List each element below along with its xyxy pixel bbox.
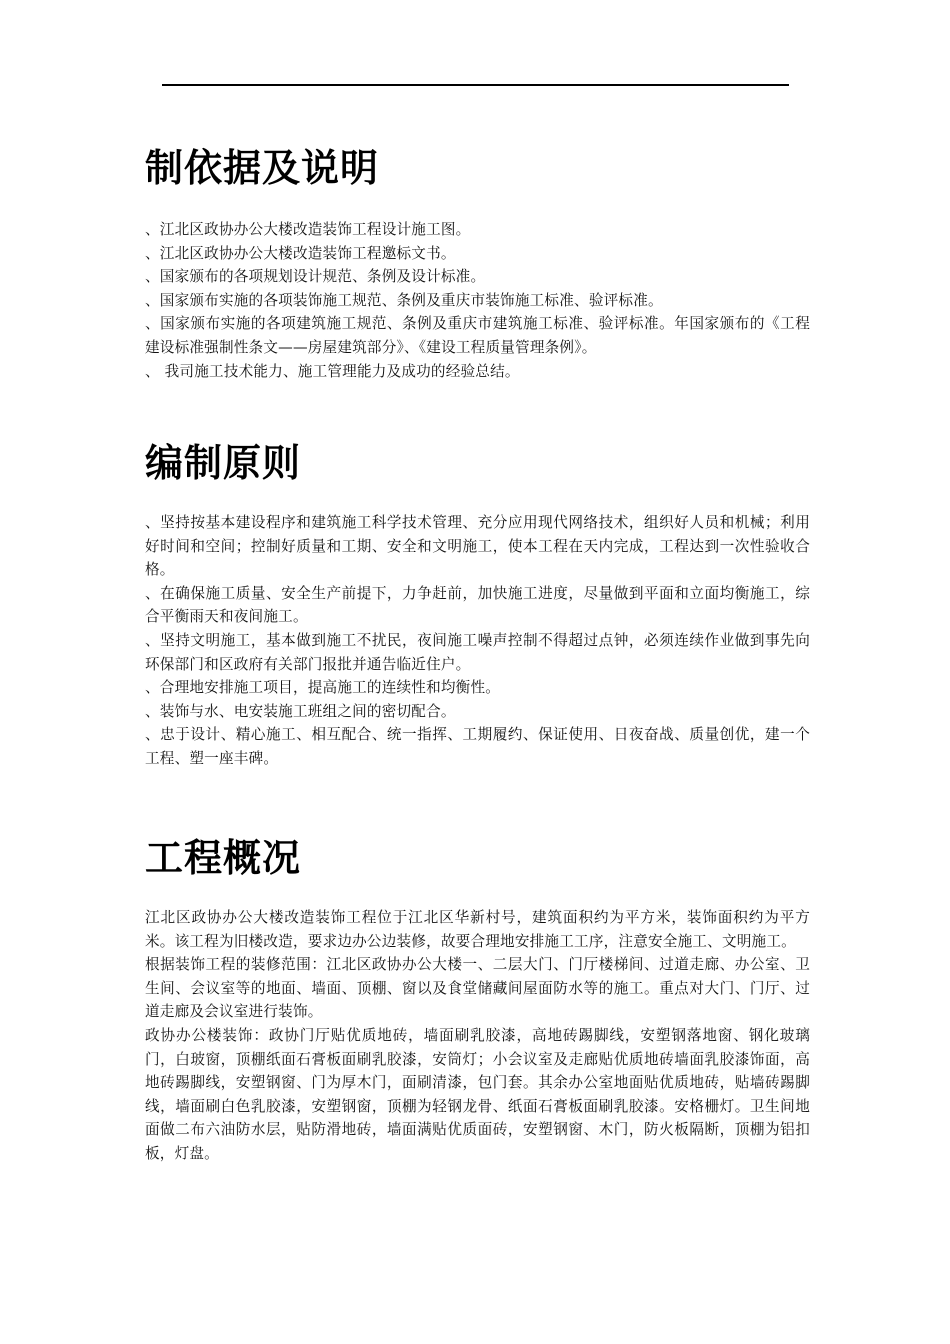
header-rule: [162, 84, 789, 86]
list-item: 、 我司施工技术能力、施工管理能力及成功的经验总结。: [145, 362, 520, 380]
list-item: 、坚持按基本建设程序和建筑施工科学技术管理、充分应用现代网络技术，组织好人员和机械；利用好时间和空间；控制好质量和工期、安全和文明施工，使本工程在天内完成，工程达到一次性验收合格。: [145, 514, 810, 579]
list-item: 、装饰与水、电安装施工班组之间的密切配合。: [145, 702, 456, 720]
list-item: 、忠于设计、精心施工、相互配合、统一指挥、工期履约、保证使用、日夜奋战、质量创优，建一个工程、塑一座丰碑。: [145, 726, 810, 767]
section-heading: 工程概况: [145, 836, 302, 880]
paragraph: 江北区政协办公大楼改造装饰工程位于江北区华新村号，建筑面积约为平方米，装饰面积约为平方米。该工程为旧楼改造，要求边办公边装修，故要合理地安排施工工序，注意安全施工、文明施工。: [145, 909, 810, 950]
section-list: [145, 906, 810, 1166]
list-item: 、合理地安排施工项目，提高施工的连续性和均衡性。: [145, 679, 501, 697]
section-list: [145, 218, 810, 383]
paragraph: 政协办公楼装饰：政协门厅贴优质地砖，墙面刷乳胶漆，高地砖踢脚线，安塑钢落地窗、钢化玻璃门，白玻窗，顶棚纸面石膏板面刷乳胶漆，安筒灯；小会议室及走廊贴优质地砖墙面乳胶漆饰面，高地砖踢脚线，安塑钢窗、门为厚木门，面刷清漆，包门套。其余办公室地面贴优质地砖，贴墙砖踢脚线，墙面刷白色乳胶漆，安塑钢窗，顶棚为轻钢龙骨、纸面石膏板面刷乳胶漆。安格栅灯。卫生间地面做二布六油防水层，贴防滑地砖，墙面满贴优质面砖，安塑钢窗、木门，防火板隔断，顶棚为铝扣板，灯盘。: [145, 1026, 810, 1162]
list-item: 、江北区政协办公大楼改造装饰工程设计施工图。: [145, 221, 471, 238]
paragraph: 根据装饰工程的装修范围：江北区政协办公大楼一、二层大门、门厅楼梯间、过道走廊、办公室、卫生间、会议室等的地面、墙面、顶棚、窗以及食堂储藏间屋面防水等的施工。重点对大门、门厅、过道走廊及会议室进行装饰。: [145, 956, 810, 1021]
list-item: 、在确保施工质量、安全生产前提下，力争赶前，加快施工进度，尽量做到平面和立面均衡施工，综合平衡雨天和夜间施工。: [145, 584, 810, 626]
list-item: 、国家颁布的各项规划设计规范、条例及设计标准。: [145, 268, 486, 286]
section-overview: [145, 836, 810, 1166]
list-item: 、国家颁布实施的各项建筑施工规范、条例及重庆市建筑施工标准、验评标准。年国家颁布的《工程建设标准强制性条文——房屋建筑部分》、《建设工程质量管理条例》。: [145, 315, 810, 356]
section-heading: 制依据及说明: [145, 146, 380, 190]
section-basis: [145, 146, 810, 383]
section-principles: [145, 441, 810, 771]
list-item: 、江北区政协办公大楼改造装饰工程邀标文书。: [145, 244, 456, 262]
section-heading: 编制原则: [145, 441, 302, 485]
list-item: 、国家颁布实施的各项装饰施工规范、条例及重庆市装饰施工标准、验评标准。: [145, 291, 663, 309]
section-list: [145, 511, 810, 771]
list-item: 、坚持文明施工，基本做到施工不扰民，夜间施工噪声控制不得超过点钟，必须连续作业做到事先向环保部门和区政府有关部门报批并通告临近住户。: [145, 631, 810, 673]
